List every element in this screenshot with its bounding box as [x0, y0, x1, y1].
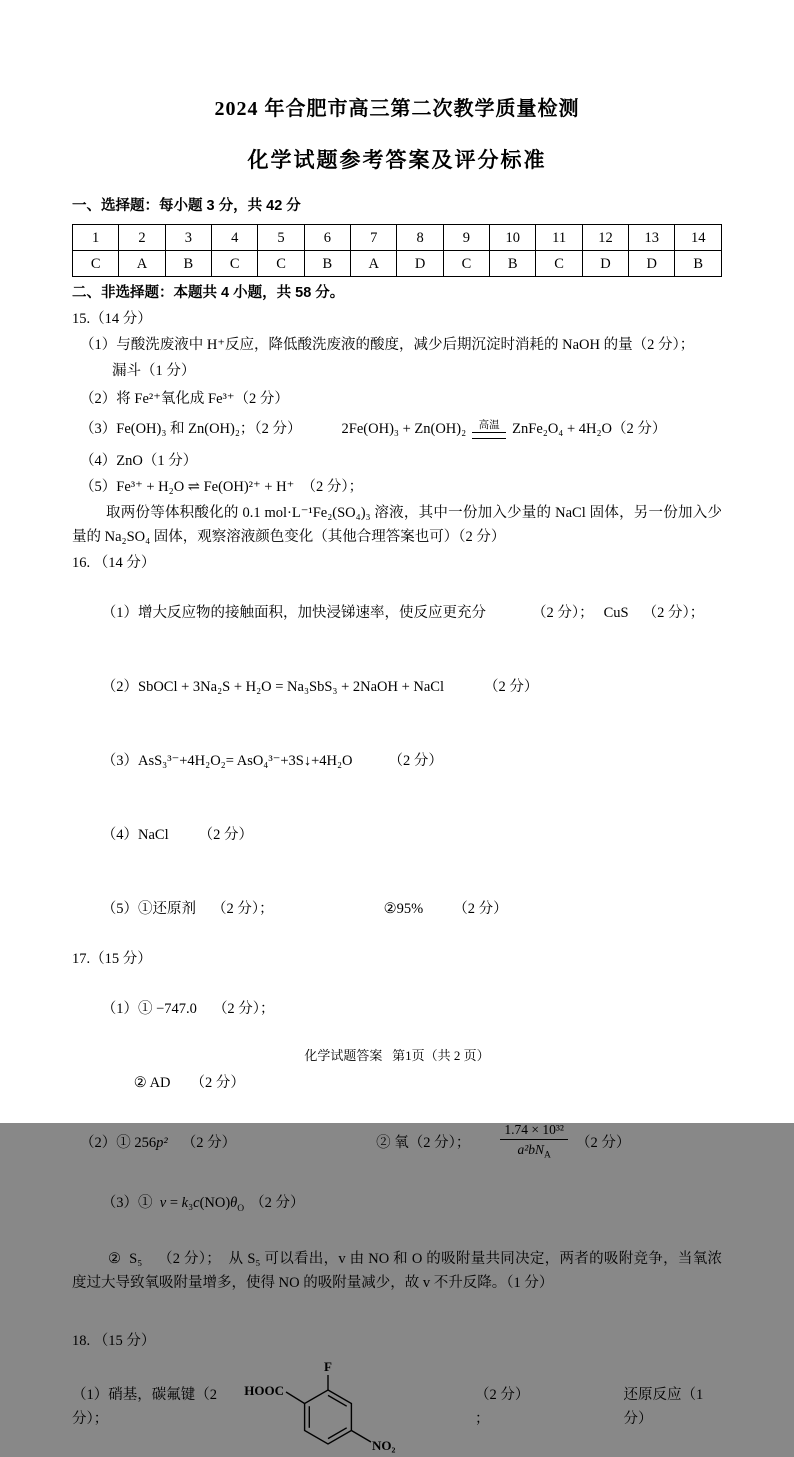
doc-title: 2024 年合肥市高三第二次教学质量检测: [214, 98, 580, 120]
table-cell: 14: [675, 225, 722, 251]
fluorine-label: F: [324, 1358, 332, 1374]
q17-answer-3-2: ② S₅ （2 分）； 从 S₅ 可以看出，v 由 NO 和 O 的吸附量共同决定，两者的吸附竞争，当氧浓度过大导致氧吸附量增多，使得 NO 的吸附量减少，故 v 不升反降。（1 分）: [72, 1250, 722, 1291]
table-cell: 6: [304, 225, 350, 251]
table-cell: C: [212, 251, 258, 277]
q17-answer-3-1-pre: （3）①: [101, 1194, 160, 1211]
nitro-bond: [351, 1430, 371, 1442]
benzene-ring: [305, 1390, 352, 1444]
q15-answer-3: [72, 413, 722, 445]
table-cell: C: [73, 251, 119, 277]
table-cell: 13: [629, 225, 675, 251]
q16-answer-3: [72, 725, 722, 797]
q16-answer-3-equation: （3）AsS₃³⁻+4H₂O₂= AsO₄³⁻+3S↓+4H₂O: [101, 753, 353, 769]
fraction-denominator: [517, 1140, 550, 1165]
table-cell: 8: [397, 225, 443, 251]
rate-constant: k: [181, 1194, 189, 1211]
answer-table-number-row: [73, 225, 722, 251]
q17-answer-3-1: [72, 1167, 722, 1245]
q18-answer-1: [72, 1357, 722, 1457]
q16-answer-2: [72, 651, 722, 723]
q17-answer-1-1-text: （1）① −747.0: [101, 1001, 197, 1017]
answer-table: [72, 224, 722, 277]
q17-heading: 17.（15 分）: [72, 951, 152, 967]
question-15-block: [72, 307, 722, 549]
table-cell: B: [675, 251, 722, 277]
q17-answer-2-2: ② 氧（2 分）；: [376, 1134, 471, 1151]
species-label: (NO): [199, 1194, 231, 1211]
q16-answer-4: [72, 799, 722, 871]
equals-sign: =: [166, 1194, 182, 1211]
q17-answer-1-2-text: ② AD: [133, 1075, 171, 1091]
q15-answer-2: （2）将 Fe²⁺氧化成 Fe³⁺（2 分）: [80, 391, 289, 407]
theta-sub: O: [237, 1203, 245, 1214]
table-cell: 1: [73, 225, 119, 251]
question-18-block: [72, 1329, 722, 1457]
table-cell: D: [582, 251, 628, 277]
reaction-condition-stack: [472, 420, 506, 439]
table-cell: 11: [536, 225, 582, 251]
table-cell: A: [351, 251, 397, 277]
score-label: （2 分）: [484, 679, 539, 695]
q16-answer-1: [72, 577, 722, 649]
table-cell: B: [490, 251, 536, 277]
table-cell: 4: [212, 225, 258, 251]
table-cell: C: [443, 251, 489, 277]
rate-constant-sub: ₃: [188, 1194, 194, 1211]
question-16-block: [72, 551, 722, 945]
q17-answer-2: [72, 1121, 722, 1165]
table-cell: D: [397, 251, 443, 277]
doc-subtitle: 化学试题参考答案及评分标准: [247, 149, 547, 172]
equation-right-side: ZnFe₂O₄ + 4H₂O（2 分）: [512, 421, 667, 437]
carboxyl-label: HOOC: [244, 1382, 284, 1398]
score-label: （2 分）: [575, 1134, 631, 1151]
carboxyl-bond: [286, 1392, 305, 1404]
double-bond: [328, 1427, 347, 1438]
table-cell: B: [165, 251, 211, 277]
q16-answer-1-text: （1）增大反应物的接触面积，加快浸锑速率，使反应更充分: [101, 605, 486, 621]
rate-var: v: [159, 1194, 167, 1211]
reaction-condition-label: 高温: [478, 419, 500, 431]
answer-table-answer-row: [73, 251, 722, 277]
q16-answer-5b-text: ②95%: [383, 901, 424, 917]
table-cell: 7: [351, 225, 397, 251]
score-label: （2 分）: [190, 1075, 245, 1091]
theta-var: θ: [230, 1194, 238, 1211]
q15-answer-3-text: （3）Fe(OH)₃ 和 Zn(OH)₂；（2 分）: [80, 421, 302, 437]
score-label: （2 分） ；: [475, 1386, 530, 1427]
table-cell: 10: [490, 225, 536, 251]
question-17-block: [72, 947, 722, 1295]
table-cell: 3: [165, 225, 211, 251]
fraction-expression: [500, 1121, 568, 1165]
score-label: （2 分）；: [642, 605, 705, 621]
score-label: （2 分）: [250, 1194, 305, 1211]
fraction-numerator: 1.74 × 10³²: [500, 1121, 568, 1140]
q16-heading: 16. （14 分）: [72, 555, 156, 571]
table-cell: 5: [258, 225, 304, 251]
double-bond: [328, 1395, 347, 1406]
q18-answer-1c-text: 还原反应（1 分）: [623, 1386, 704, 1427]
q16-answer-5-text: （5）①还原剂: [101, 901, 196, 917]
table-cell: D: [629, 251, 675, 277]
q15-answer-4: （4）ZnO（1 分）: [80, 453, 198, 469]
score-label: （2 分）: [453, 901, 508, 917]
score-label: （2 分）；: [532, 605, 594, 621]
q17-answer-2-1-pre: （2）① 256: [80, 1134, 157, 1151]
score-label: （2 分）；: [212, 901, 274, 917]
q15-answer-5b: 取两份等体积酸化的 0.1 mol·L⁻¹Fe₂(SO₄)₃ 溶液，其中一份加入少量的 NaCl 固体，另一份加入少量的 Na₂SO₄ 固体，观察溶液颜色变化（其他合理答案也可）（2 分）: [72, 505, 722, 545]
page-footer: 化学试题答案 第1页（共 2 页）: [304, 1048, 490, 1063]
table-cell: B: [304, 251, 350, 277]
table-cell: 12: [582, 225, 628, 251]
score-label: （2 分）: [388, 753, 443, 769]
q15-answer-1: （1）与酸洗废液中 H⁺反应，降低酸洗废液的酸度，减少后期沉淀时消耗的 NaOH 的量（2 分）；: [80, 337, 695, 353]
nitro-label: NO₂: [372, 1437, 396, 1453]
concentration-var: c: [193, 1194, 200, 1211]
table-cell: A: [119, 251, 165, 277]
score-label: （2 分）: [198, 827, 253, 843]
equation-left-side: 2Fe(OH)₃ + Zn(OH)₂: [341, 421, 467, 437]
q16-answer-5: [72, 873, 722, 945]
q18-heading: 18. （15 分）: [72, 1332, 156, 1349]
q15-answer-5: （5）Fe³⁺ + H₂O ⇌ Fe(OH)²⁺ + H⁺ （2 分）；: [80, 479, 364, 495]
table-cell: C: [536, 251, 582, 277]
q16-answer-4-text: （4）NaCl: [101, 827, 169, 843]
table-cell: 9: [443, 225, 489, 251]
table-cell: 2: [119, 225, 165, 251]
q15-heading: 15.（14 分）: [72, 311, 152, 327]
q17-answer-2-1: [80, 1131, 236, 1155]
q18-answer-1-text: （1）硝基，碳氟键（2 分）；: [72, 1386, 217, 1427]
q16-answer-1-cus: CuS: [603, 605, 629, 621]
table-cell: C: [258, 251, 304, 277]
nonchoice-section-heading: 二、非选择题：本题共 4 小题，共 58 分。: [72, 285, 345, 301]
q16-answer-2-equation: （2）SbOCl + 3Na₂S + H₂O = Na₃SbS₃ + 2NaOH + NaCl: [101, 679, 445, 695]
q17-answer-1-1: [72, 973, 722, 1045]
q17-answer-2-1-var: p²: [156, 1134, 168, 1151]
score-label: （2 分）；: [212, 1001, 275, 1017]
double-line-equals: [472, 432, 506, 439]
q15-answer-1b: 漏斗（1 分）: [112, 363, 196, 379]
molecule-structure: [240, 1357, 405, 1457]
score-label: （2 分）: [181, 1134, 237, 1151]
fraction-denominator-sub: A: [544, 1150, 551, 1161]
fraction-denominator-vars: a²bN: [517, 1142, 544, 1157]
choice-section-heading: 一、选择题：每小题 3 分，共 42 分: [72, 198, 301, 214]
